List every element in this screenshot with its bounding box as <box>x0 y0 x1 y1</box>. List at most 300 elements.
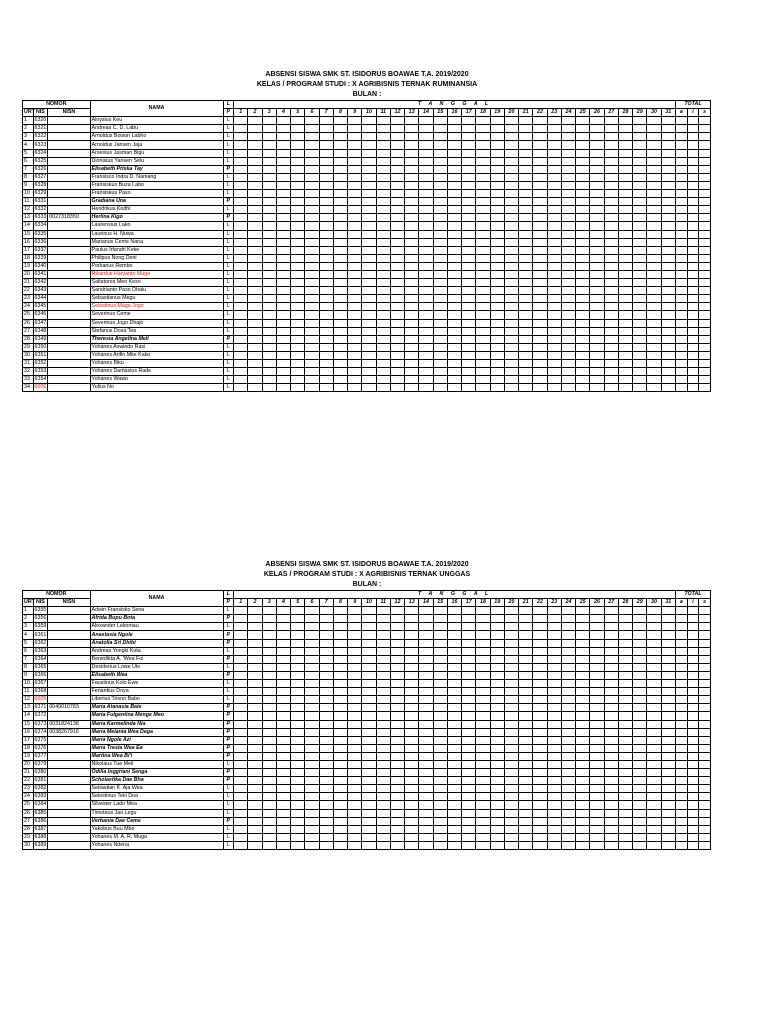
attendance-cell <box>547 214 561 222</box>
attendance-cell <box>433 688 447 696</box>
attendance-cell <box>647 769 661 777</box>
attendance-cell <box>576 744 590 752</box>
attendance-cell <box>262 744 276 752</box>
attendance-cell <box>362 809 376 817</box>
table-row <box>23 639 711 647</box>
nisn-cell <box>48 376 90 384</box>
attendance-cell <box>433 165 447 173</box>
attendance-cell <box>504 623 518 631</box>
attendance-cell <box>604 841 618 849</box>
attendance-cell <box>462 671 476 679</box>
attendance-cell <box>561 360 575 368</box>
attendance-cell <box>248 270 262 278</box>
attendance-cell <box>533 238 547 246</box>
attendance-cell <box>447 125 461 133</box>
nisn-cell <box>48 360 90 368</box>
urt-cell: 13 <box>23 214 34 222</box>
attendance-cell <box>490 809 504 817</box>
attendance-cell <box>547 728 561 736</box>
attendance-cell <box>661 801 675 809</box>
attendance-cell <box>476 360 490 368</box>
total-cell <box>699 327 711 335</box>
attendance-cell <box>291 744 305 752</box>
attendance-cell <box>319 688 333 696</box>
attendance-cell <box>576 671 590 679</box>
total-cell <box>687 157 699 165</box>
student-name-cell: Selestinus Maga Jogo <box>90 303 223 311</box>
attendance-cell <box>319 623 333 631</box>
attendance-cell <box>248 254 262 262</box>
attendance-cell <box>305 141 319 149</box>
table-row <box>23 327 711 335</box>
attendance-cell <box>519 623 533 631</box>
urt-cell: 19 <box>23 752 34 760</box>
attendance-cell <box>319 744 333 752</box>
attendance-cell <box>319 647 333 655</box>
attendance-cell <box>647 351 661 359</box>
attendance-cell <box>590 680 604 688</box>
urt-cell: 22 <box>23 287 34 295</box>
attendance-cell <box>319 833 333 841</box>
gender-cell: L <box>223 157 234 165</box>
attendance-cell <box>319 671 333 679</box>
attendance-cell <box>547 117 561 125</box>
header-day: 15 <box>433 599 447 607</box>
nisn-cell <box>48 623 90 631</box>
attendance-cell <box>618 607 632 615</box>
attendance-cell <box>462 841 476 849</box>
attendance-cell <box>262 647 276 655</box>
attendance-cell <box>348 639 362 647</box>
attendance-cell <box>405 752 419 760</box>
attendance-cell <box>618 295 632 303</box>
attendance-cell <box>348 222 362 230</box>
attendance-cell <box>333 825 347 833</box>
attendance-cell <box>618 744 632 752</box>
attendance-cell <box>604 793 618 801</box>
attendance-cell <box>248 214 262 222</box>
attendance-cell <box>276 663 290 671</box>
total-cell <box>676 303 688 311</box>
attendance-cell <box>234 279 248 287</box>
attendance-cell <box>604 376 618 384</box>
attendance-cell <box>647 793 661 801</box>
attendance-cell <box>447 311 461 319</box>
header-day: 9 <box>348 109 362 117</box>
attendance-cell <box>419 760 433 768</box>
attendance-cell <box>633 246 647 254</box>
attendance-cell <box>661 368 675 376</box>
table-row <box>23 230 711 238</box>
attendance-cell <box>533 360 547 368</box>
attendance-cell <box>462 631 476 639</box>
table-row <box>23 384 711 392</box>
attendance-cell <box>561 704 575 712</box>
attendance-cell <box>234 615 248 623</box>
attendance-cell <box>362 712 376 720</box>
urt-cell: 11 <box>23 688 34 696</box>
table-row <box>23 744 711 752</box>
attendance-cell <box>419 623 433 631</box>
attendance-cell <box>519 777 533 785</box>
attendance-cell <box>405 833 419 841</box>
attendance-cell <box>433 279 447 287</box>
attendance-cell <box>504 262 518 270</box>
attendance-cell <box>547 631 561 639</box>
attendance-cell <box>647 254 661 262</box>
attendance-cell <box>248 117 262 125</box>
attendance-cell <box>234 785 248 793</box>
attendance-cell <box>362 615 376 623</box>
attendance-cell <box>647 712 661 720</box>
gender-cell: L <box>223 222 234 230</box>
attendance-cell <box>590 744 604 752</box>
attendance-cell <box>390 841 404 849</box>
attendance-cell <box>348 688 362 696</box>
attendance-cell <box>276 230 290 238</box>
nis-cell: 6336 <box>34 238 47 245</box>
table-row <box>23 206 711 214</box>
attendance-cell <box>547 254 561 262</box>
attendance-cell <box>362 817 376 825</box>
attendance-cell <box>547 752 561 760</box>
attendance-cell <box>248 647 262 655</box>
attendance-cell <box>462 647 476 655</box>
attendance-cell <box>333 157 347 165</box>
urt-cell: 9 <box>23 671 34 679</box>
attendance-cell <box>647 623 661 631</box>
attendance-cell <box>405 712 419 720</box>
attendance-cell <box>262 833 276 841</box>
attendance-cell <box>576 141 590 149</box>
attendance-cell <box>376 752 390 760</box>
attendance-cell <box>305 157 319 165</box>
attendance-cell <box>362 793 376 801</box>
attendance-cell <box>276 287 290 295</box>
attendance-cell <box>276 335 290 343</box>
attendance-cell <box>462 311 476 319</box>
nisn-cell <box>48 817 90 825</box>
attendance-cell <box>234 157 248 165</box>
attendance-cell <box>348 801 362 809</box>
attendance-cell <box>362 744 376 752</box>
table-row <box>23 360 711 368</box>
attendance-cell <box>547 736 561 744</box>
attendance-cell <box>433 769 447 777</box>
attendance-cell <box>604 351 618 359</box>
attendance-cell <box>633 809 647 817</box>
attendance-cell <box>348 246 362 254</box>
attendance-cell <box>533 319 547 327</box>
attendance-cell <box>604 809 618 817</box>
attendance-cell <box>447 647 461 655</box>
table-row <box>23 647 711 655</box>
attendance-cell <box>447 254 461 262</box>
total-cell <box>676 376 688 384</box>
header-total-a: a <box>676 599 688 607</box>
attendance-cell <box>462 173 476 181</box>
attendance-cell <box>633 647 647 655</box>
attendance-cell <box>561 254 575 262</box>
table-row <box>23 351 711 359</box>
attendance-cell <box>348 623 362 631</box>
attendance-cell <box>447 712 461 720</box>
attendance-cell <box>319 376 333 384</box>
attendance-cell <box>390 704 404 712</box>
attendance-cell <box>490 173 504 181</box>
attendance-cell <box>291 817 305 825</box>
attendance-cell <box>305 214 319 222</box>
total-cell <box>687 793 699 801</box>
student-name-cell: Gradiana Una <box>90 198 223 206</box>
gender-cell: L <box>223 246 234 254</box>
gender-cell: L <box>223 793 234 801</box>
total-cell <box>676 615 688 623</box>
sheet-month: BULAN : <box>352 581 382 588</box>
nis-cell: 6381 <box>34 777 47 784</box>
attendance-cell <box>604 270 618 278</box>
table-row <box>23 214 711 222</box>
attendance-cell <box>234 736 248 744</box>
header-day: 3 <box>262 109 276 117</box>
attendance-cell <box>262 287 276 295</box>
attendance-cell <box>362 631 376 639</box>
attendance-cell <box>561 214 575 222</box>
total-cell <box>699 165 711 173</box>
attendance-cell <box>576 384 590 392</box>
attendance-cell <box>576 623 590 631</box>
total-cell <box>699 752 711 760</box>
attendance-cell <box>234 319 248 327</box>
total-cell <box>687 736 699 744</box>
attendance-cell <box>462 141 476 149</box>
attendance-cell <box>276 720 290 728</box>
attendance-cell <box>519 222 533 230</box>
attendance-cell <box>390 623 404 631</box>
attendance-cell <box>647 744 661 752</box>
attendance-cell <box>618 760 632 768</box>
attendance-cell <box>519 368 533 376</box>
attendance-cell <box>447 663 461 671</box>
attendance-cell <box>362 752 376 760</box>
attendance-cell <box>576 262 590 270</box>
nis-cell: 6377 <box>34 752 47 759</box>
attendance-cell <box>462 117 476 125</box>
attendance-cell <box>533 663 547 671</box>
total-cell <box>676 688 688 696</box>
attendance-cell <box>590 663 604 671</box>
attendance-cell <box>590 262 604 270</box>
gender-cell: L <box>223 833 234 841</box>
attendance-cell <box>504 801 518 809</box>
total-cell <box>699 368 711 376</box>
table-row <box>23 376 711 384</box>
attendance-cell <box>305 262 319 270</box>
header-day: 10 <box>362 109 376 117</box>
attendance-cell <box>661 655 675 663</box>
attendance-cell <box>248 384 262 392</box>
total-cell <box>687 181 699 189</box>
attendance-cell <box>362 238 376 246</box>
nis-cell: 6327 <box>34 173 47 180</box>
gender-cell: L <box>223 295 234 303</box>
attendance-cell <box>590 712 604 720</box>
attendance-cell <box>490 287 504 295</box>
attendance-cell <box>576 214 590 222</box>
attendance-cell <box>604 319 618 327</box>
nisn-cell <box>48 793 90 801</box>
header-day: 13 <box>405 599 419 607</box>
attendance-cell <box>661 295 675 303</box>
attendance-cell <box>618 384 632 392</box>
attendance-cell <box>319 801 333 809</box>
attendance-cell <box>362 607 376 615</box>
total-cell <box>687 688 699 696</box>
urt-cell: 28 <box>23 335 34 343</box>
attendance-cell <box>561 647 575 655</box>
nisn-cell <box>48 841 90 849</box>
attendance-cell <box>376 262 390 270</box>
gender-cell: L <box>223 327 234 335</box>
attendance-cell <box>234 720 248 728</box>
gender-cell: P <box>223 777 234 785</box>
attendance-cell <box>405 149 419 157</box>
nis-cell: 6606 <box>34 384 47 391</box>
attendance-cell <box>405 785 419 793</box>
attendance-cell <box>234 607 248 615</box>
attendance-cell <box>533 206 547 214</box>
attendance-cell <box>490 712 504 720</box>
attendance-cell <box>561 639 575 647</box>
attendance-cell <box>618 663 632 671</box>
attendance-cell <box>390 335 404 343</box>
total-cell <box>676 720 688 728</box>
attendance-cell <box>547 270 561 278</box>
attendance-cell <box>504 688 518 696</box>
nis-cell: 6321 <box>34 125 47 132</box>
attendance-cell <box>348 295 362 303</box>
attendance-cell <box>447 631 461 639</box>
attendance-cell <box>604 769 618 777</box>
sheet-title: ABSENSI SISWA SMK ST. ISIDORUS BOAWAE T.A. 2019/2020 <box>265 71 469 78</box>
attendance-cell <box>376 149 390 157</box>
attendance-cell <box>476 631 490 639</box>
attendance-cell <box>561 246 575 254</box>
attendance-cell <box>262 125 276 133</box>
attendance-cell <box>661 117 675 125</box>
attendance-cell <box>390 190 404 198</box>
attendance-cell <box>633 663 647 671</box>
attendance-cell <box>604 198 618 206</box>
nis-cell: 6387 <box>34 825 47 832</box>
attendance-cell <box>276 809 290 817</box>
attendance-cell <box>305 206 319 214</box>
total-cell <box>699 230 711 238</box>
header-day: 10 <box>362 599 376 607</box>
attendance-cell <box>533 769 547 777</box>
total-cell <box>699 688 711 696</box>
nisn-cell <box>48 688 90 696</box>
gender-cell: L <box>223 303 234 311</box>
attendance-cell <box>447 841 461 849</box>
attendance-cell <box>348 825 362 833</box>
attendance-cell <box>433 671 447 679</box>
attendance-cell <box>504 680 518 688</box>
attendance-cell <box>476 680 490 688</box>
attendance-cell <box>276 198 290 206</box>
attendance-cell <box>362 117 376 125</box>
attendance-cell <box>291 295 305 303</box>
attendance-cell <box>647 671 661 679</box>
attendance-cell <box>319 198 333 206</box>
attendance-cell <box>405 343 419 351</box>
total-cell <box>699 254 711 262</box>
table-row <box>23 769 711 777</box>
table-row <box>23 833 711 841</box>
attendance-cell <box>633 360 647 368</box>
attendance-cell <box>433 647 447 655</box>
attendance-cell <box>647 704 661 712</box>
nisn-cell <box>48 117 90 125</box>
attendance-cell <box>390 327 404 335</box>
attendance-cell <box>390 198 404 206</box>
attendance-cell <box>604 631 618 639</box>
attendance-cell <box>618 254 632 262</box>
student-name-cell: Dionisius Yansen Selu <box>90 157 223 165</box>
nisn-cell <box>48 270 90 278</box>
attendance-cell <box>291 311 305 319</box>
attendance-cell <box>419 270 433 278</box>
attendance-cell <box>618 647 632 655</box>
attendance-cell <box>462 688 476 696</box>
attendance-cell <box>490 615 504 623</box>
attendance-cell <box>305 769 319 777</box>
attendance-cell <box>248 793 262 801</box>
attendance-cell <box>504 368 518 376</box>
attendance-cell <box>561 125 575 133</box>
attendance-cell <box>419 639 433 647</box>
attendance-cell <box>561 623 575 631</box>
nisn-cell <box>48 809 90 817</box>
urt-cell: 3 <box>23 623 34 631</box>
attendance-cell <box>390 647 404 655</box>
attendance-cell <box>362 287 376 295</box>
attendance-cell <box>519 841 533 849</box>
attendance-cell <box>319 165 333 173</box>
nis-cell: 6332 <box>34 206 47 213</box>
total-cell <box>687 680 699 688</box>
attendance-cell <box>419 254 433 262</box>
total-cell <box>699 351 711 359</box>
attendance-cell <box>390 696 404 704</box>
attendance-cell <box>419 368 433 376</box>
total-cell <box>687 327 699 335</box>
attendance-cell <box>405 141 419 149</box>
attendance-cell <box>576 190 590 198</box>
attendance-cell <box>419 141 433 149</box>
attendance-cell <box>234 149 248 157</box>
attendance-cell <box>333 752 347 760</box>
attendance-cell <box>462 295 476 303</box>
student-name-cell: Alexander Lekomau <box>90 623 223 631</box>
total-cell <box>676 793 688 801</box>
gender-cell: P <box>223 704 234 712</box>
attendance-cell <box>319 752 333 760</box>
attendance-cell <box>618 752 632 760</box>
attendance-cell <box>447 384 461 392</box>
gender-cell: P <box>223 165 234 173</box>
attendance-cell <box>362 663 376 671</box>
